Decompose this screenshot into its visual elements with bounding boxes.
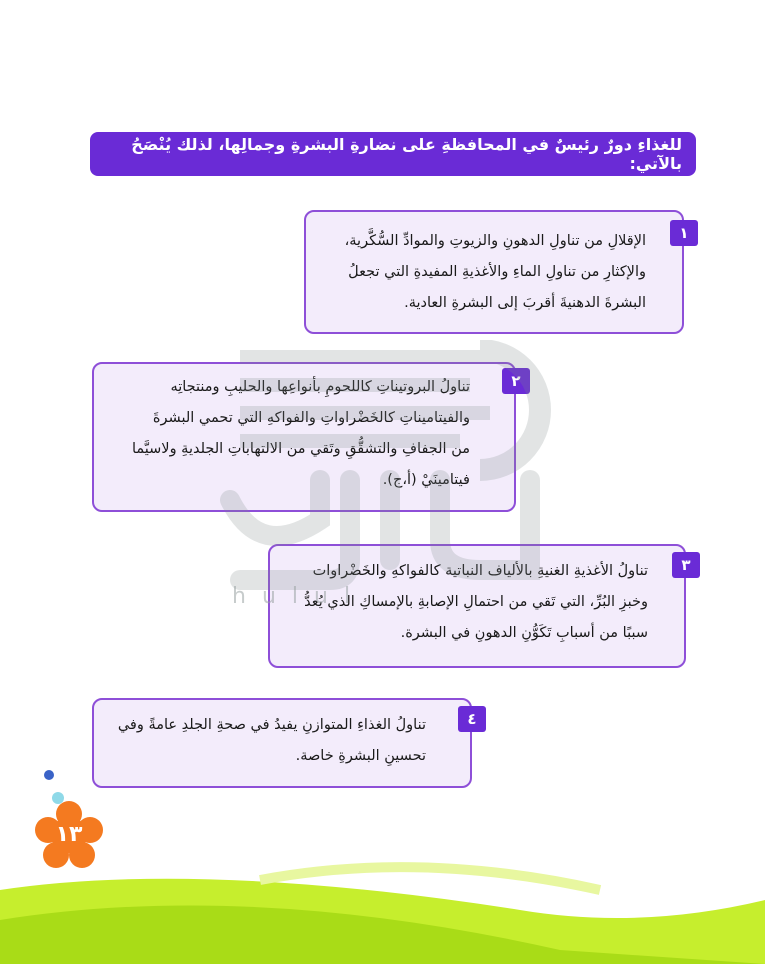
item-number-3: ٣ [672, 552, 700, 578]
advice-box-2 [92, 362, 516, 512]
advice-line: من الجفافِ والتشقُّقِ وتَقي من الالتهاباتِ الجلديةِ ولاسيَّما [131, 441, 470, 457]
advice-line: تناولُ البروتيناتِ كاللحومِ بأنواعِها والحليبِ ومنتجاتِه [170, 379, 470, 395]
advice-line: فيتامينَيْ (أ،ج). [382, 472, 470, 488]
advice-box-4 [92, 698, 472, 788]
advice-line: تناولُ الأغذيةِ الغنيةِ بالألياف النباتية كالفواكهِ والخَضْراوات [312, 563, 648, 579]
grass-decoration [0, 850, 765, 964]
item-number-2: ٢ [502, 368, 530, 394]
advice-line: والفيتاميناتِ كالخَضْراواتِ والفواكهِ التي تحمي البشرةَ [152, 410, 470, 426]
banner-text: للغذاءِ دورٌ رئيسٌ في المحافظةِ على نضارةِ البشرةِ وجمالِها، لذلك يُنْصَحُ بالآتي: [131, 135, 682, 173]
advice-line: تناولُ الغذاءِ المتوازنِ يفيدُ في صحةِ الجلدِ عامةً وفي [117, 717, 426, 733]
advice-line: تحسينِ البشرةِ خاصة. [295, 748, 426, 764]
advice-line: والإكثارِ من تناولِ الماءِ والأغذيةِ المفيدةِ التي تجعلُ [348, 264, 646, 280]
advice-line: سببًا من أسبابِ تَكَوُّنِ الدهونِ في البشرة. [400, 625, 648, 641]
intro-banner [90, 132, 696, 176]
advice-line: الإقلالِ من تناولِ الدهونِ والزيوتِ والموادِّ السُّكَّرية، [344, 233, 646, 249]
advice-box-1 [304, 210, 684, 334]
item-number-4: ٤ [458, 706, 486, 732]
small-flower-icon [42, 768, 56, 782]
advice-line: وخبزِ البُرِّ، التي تَقي من احتمالِ الإصابةِ بالإمساكِ الذي يُعدُّ [304, 594, 648, 610]
item-number-1: ١ [670, 220, 698, 246]
watermark-latin-text: hulul [232, 584, 367, 609]
advice-line: البشرةَ الدهنيةَ أقربَ إلى البشرةِ العادية. [404, 295, 646, 311]
page-number: ١٣ [55, 822, 83, 847]
